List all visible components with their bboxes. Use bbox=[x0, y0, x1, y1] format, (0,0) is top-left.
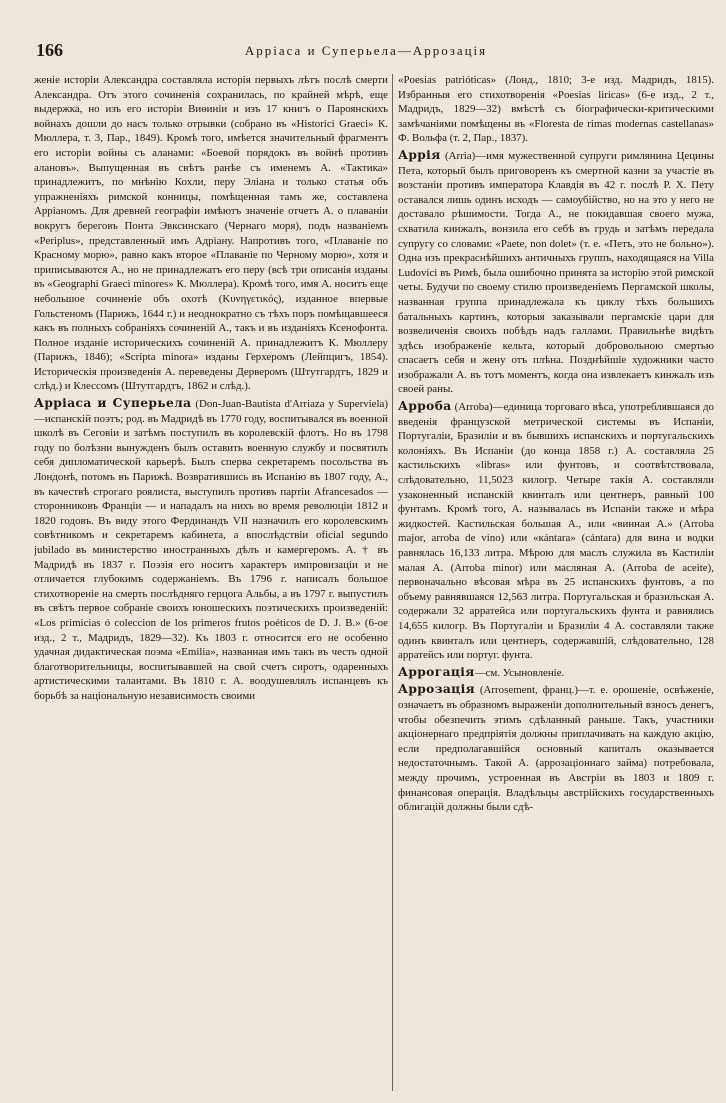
entry-headword: Арріаса и Суперьела bbox=[34, 396, 192, 411]
right-column bbox=[398, 73, 714, 1093]
entry-text: (Arrosement, франц.)—т. е. орошеніе, освѣженіе, означаетъ въ образномъ выраженіи дополнительный взносъ денегъ, чтобы обезпечить этимъ сдѣланный раньше. Такъ, участники акціонернаго предпріятія должны приплачивать на каждую акцію, если предполагавшійся основный капиталъ оказывается недостаточнымъ. Такой А. (аррозаціоннаго займа) потребовала, между прочимъ, устроенная въ Австріи въ 1803 и 1809 г. финансовая операція. Владѣльцы австрійскихъ государственныхъ облигацій должны были сдѣ- bbox=[398, 684, 714, 814]
continuation-text: «Poesias patrióticas» (Лонд., 1810; 3-е изд. Мадридъ, 1815). Избранныя его стихотворенія «Poesias liricas» (6-е изд., 2 т., Мадридъ, 1829—32) вмѣстѣ съ біографически-критическими замѣчаніями помѣщены въ «Floresta de rimas modernas castellanas» Ф. Вольфа (т. 2, Пар., 1837). bbox=[398, 74, 714, 145]
entry-headword: Аррія bbox=[398, 147, 441, 162]
dictionary-entry bbox=[398, 682, 714, 814]
dictionary-entry bbox=[398, 665, 714, 681]
dictionary-entry bbox=[398, 399, 714, 663]
entry-headword: Аррогація bbox=[398, 664, 475, 679]
entry-headword: Аррозація bbox=[398, 682, 476, 697]
entry-text: (Arroba)—единица торговаго вѣса, употреблявшаяся до введенія французской метрической системы въ Испаніи, Португаліи, Бразиліи и въ бывшихъ испанскихъ и португальскихъ колоніяхъ. Въ Испаніи (до конца 1858 г.) А. составляла 25 кастильскихъ «libras» или фунтовъ, и соотвѣтствовала, слѣдовательно, 11,5023 килогр. Четыре такія А. составляли узаконенный испанскій квинталъ или центнеръ, равный 100 фунтамъ. Кромѣ того, А. называлась въ Испаніи также и мѣра жидкостей. Кастильская большая А., или «винная А.» (Arroba major, arroba de vino) или «кántara» (cántara) для вина и водки равнялась 16,133 литра. Мѣрою для маслъ служила въ Кастиліи малая А. (Arroba minor) или масляная А. (Arroba de aceite), первоначально вѣсовая мѣра въ 25 испанскихъ фунтовъ, а по объему равнявшаяся 12,563 литра. Португальская и бразильская А. содержали 32 арратейса или португальскихъ фунта и равнялись 14,655 килогр. Въ Португаліи и Бразиліи 4 А. составляли также одинъ квинталъ или центнеръ, содержавшій, слѣдовательно, 128 арратейсъ или португ. фунта. bbox=[398, 401, 714, 662]
dictionary-entry bbox=[398, 148, 714, 397]
continuation-text: женіе исторіи Александра составляла исторія первыхъ лѣтъ послѣ смерти Александра. Отъ этого сочиненія сохранилась, по крайней мѣрѣ, еще выдержка, но изъ его исторіи Виѳиніи и изъ 17 книгъ о Пароянскихъ войнахъ дошли до насъ только отрывки (собрано въ «Historici Graeci» К. Мюллера, т. 3, Пар., 1849). Кромѣ того, имѣется значительный фрагментъ его исторіи войны съ аланами: «Боевой порядокъ въ войнѣ противъ алановъ». Выпущенная въ свѣтъ ранѣе съ именемъ А. «Тактика» принадлежитъ, по мнѣнію Кохли, перу Эліана и только статья объ упражненіяхъ римской конницы, помѣщенная тамъ же, составлена Арріаномъ. Для древней географіи имѣютъ значеніе отчетъ А. о плаваніи вокругъ береговъ Понта Эвксинскаго (Чернаго моря), подъ названіемъ «Periplus», представленный имъ Адріану. Напротивъ того, «Плаваніе по Красному морю», равно какъ второе «Плаваніе по Черному морю», хотя и приписываются А., но не принадлежатъ его перу (всѣ три описанія изданы въ «Geographi Graeci minores» К. Мюллера). Кромѣ того, имя А. носитъ еще небольшое сочиненіе объ охотѣ (Κυνηγετικός), изданное впервые Гольстеномъ (Парижъ, 1644 г.) и неоднократно съ тѣхъ поръ помѣщавшееся какъ въ полныхъ собраніяхъ сочиненій А., такъ и въ изданіяхъ Ксенофонта. Полное изданіе историческихъ сочиненій А. принадлежитъ К. Мюллеру (Парижъ, 1846); «Scripta minora» изданы Герхеромъ (Лейпцигъ, 1854). Историческія произведенія А. переведены Дерверомъ (Штутгардтъ, 1829 и слѣд.) и Клессомъ (Штутгардтъ, 1862 и слѣд.). bbox=[34, 74, 388, 393]
entry-text: —см. Усыновленіе. bbox=[474, 666, 565, 679]
column-divider bbox=[392, 74, 393, 1091]
page-header bbox=[36, 40, 696, 64]
page-number: 166 bbox=[36, 40, 63, 60]
entry-headword: Арроба bbox=[398, 399, 452, 414]
dictionary-entry bbox=[34, 396, 388, 703]
entry-text: (Arria)—имя мужественной супруги римлянина Цецины Пета, который былъ приговоренъ къ смертной казни за участіе въ возстаніи противъ императора Клавдія въ 42 г. послѣ Р. Х. Пету оставался лишь одинъ исходъ — самоубійство, но на это у него не доставало рѣшимости. Тогда А., не покидавшая своего мужа, схватила кинжалъ, вонзила его себѣ въ грудь и затѣмъ передала супругу со словами: «Paete, non dolet» (т. е. «Петъ, это не больно»). Одна изъ прекраснѣйшихъ античныхъ группъ, находящаяся на Villa Ludovici въ Римѣ, была ошибочно принята за исторію этой римской четы. Будучи по своему стилю произведеніемъ Пергамской школы, названная группа принадлежала къ циклу тѣхъ большихъ батальныхъ картинъ, которыя заказывали пергамскіе цари для возвеличенія своихъ побѣдъ надъ галлами. Правильнѣе видѣть здѣсь изображеніе кельта, который добровольною смертью спасаетъ себя и жену отъ плѣна. Позднѣйшіе художники часто изображали А. въ тотъ моментъ, когда она извлекаетъ кинжалъ изъ своей раны. bbox=[398, 149, 714, 396]
left-column bbox=[34, 73, 388, 1093]
running-head: Арріаса и Суперьела—Аррозація bbox=[244, 43, 488, 58]
entry-text: (Don-Juan-Bautista d'Arriaza y Superviela)—испанскій поэтъ; род. въ Мадридѣ въ 1770 году, воспитывался въ военной школѣ въ Сеговіи и затѣмъ поступилъ въ королевскій флотъ. Но въ 1798 году по болѣзни вынужденъ былъ оставить военную службу и посвятилъ себя дипломатической карьерѣ. Былъ сперва секретаремъ посольства въ Лондонѣ, потомъ въ Парижѣ. Возвратившись въ Испанію въ 1807 году, А., въ качествѣ строгаго роялиста, выступилъ противъ партіи Afrancesados — сторонниковъ Франціи — и нападалъ на нихъ во время революціи 1812 и 1820 годовъ. Въ виду этого Фердинандъ VII назначилъ его королевскимъ совѣтникомъ и секретаремъ кабинета, а впослѣдствіи oficial segundo jubilado въ министерство иностранныхъ дѣлъ и камергеромъ. А. † въ Мадридѣ въ 1837 г. Поэзія его носитъ характеръ импровизаціи и не отличается глубокимъ содержаніемъ. Въ 1796 г. написалъ большое стихотвореніе на смерть послѣдняго герцога Альбы, а въ 1797 г. выпустилъ въ свѣтъ первое собраніе своихъ юношескихъ поэтическихъ произведеній: «Los primicias ó coleccion de los primeros frutos poéticos de D. J. B.» (6-ое изд., 2 т., Мадридъ, 1829—32). Къ 1803 г. относится его не особенно удачная дидактическая поэма «Emilia», названная имъ такъ въ честь одной благотворительницы, воспитывавшей на свой счетъ сиротъ, одаренныхъ артистическими талантами. Въ 1810 г. А. воодушевлялъ испанцевъ къ борьбѣ за національную независимость своими bbox=[34, 398, 388, 702]
